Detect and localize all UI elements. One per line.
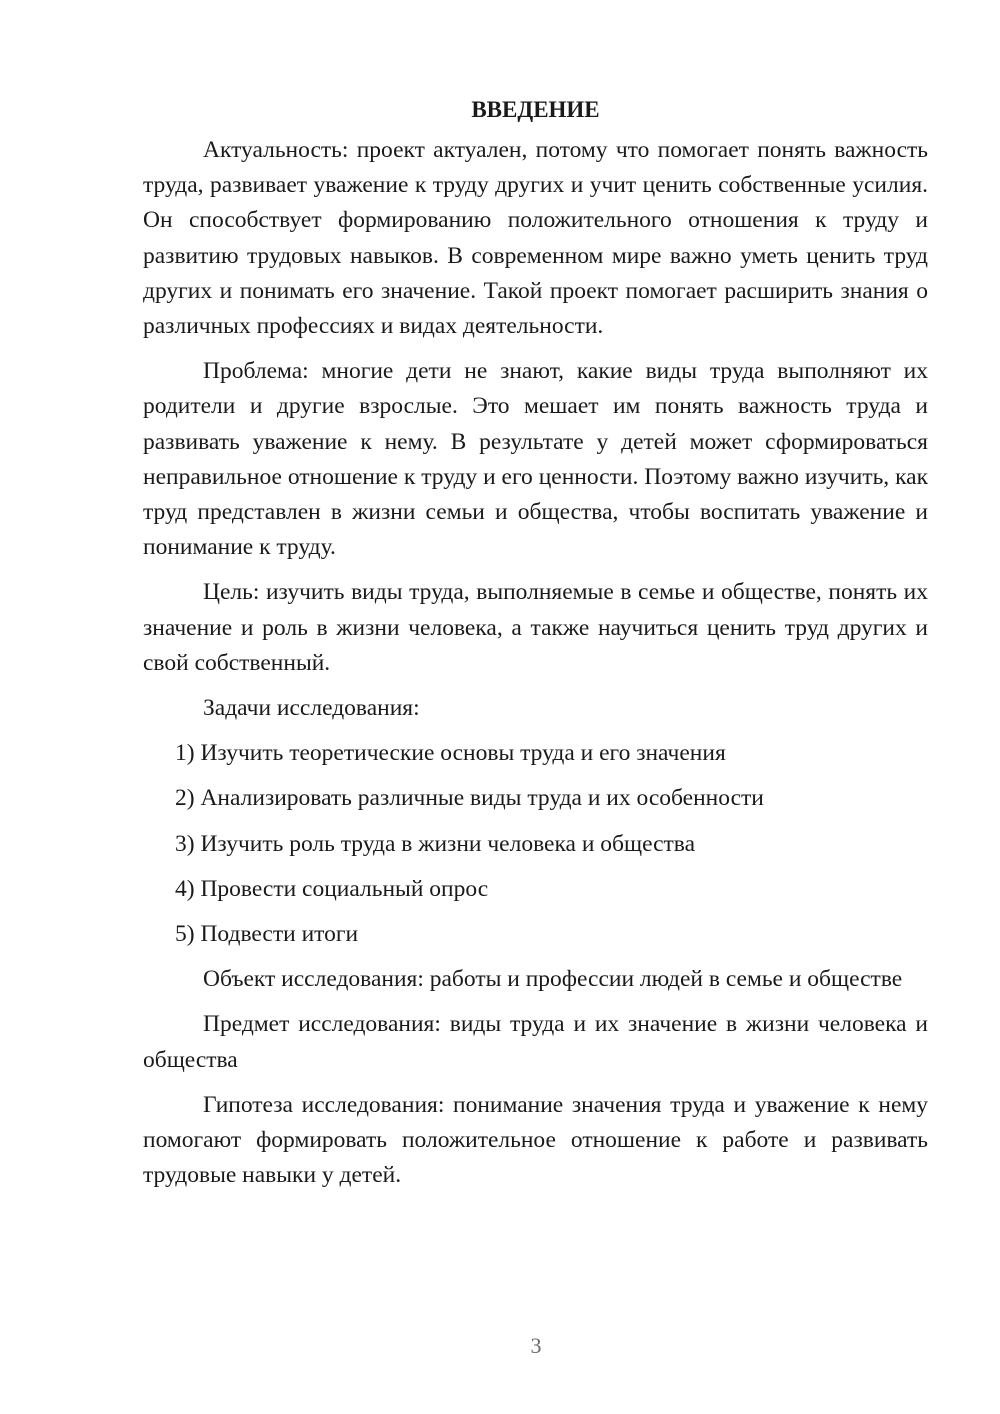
paragraph-subject: Предмет исследования: виды труда и их значение в жизни человека и общества: [143, 1011, 928, 1073]
page-content: [143, 92, 928, 1203]
paragraph-problem: Проблема: многие дети не знают, какие виды труда выполняют их родители и другие взрослые. Это мешает им понять важность труда и развивать уважение к нему. В результате у детей может сформироваться неправильное отношение к труду и его ценности. Поэтому важно изучить, как труд представлен в жизни семьи и общества, чтобы воспитать уважение и понимание к труду.: [143, 358, 928, 561]
tasks-label: Задачи исследования:: [203, 695, 420, 722]
task-item-2: 2) Анализировать различные виды труда и их особенности: [175, 785, 764, 812]
paragraph-relevance: Актуальность: проект актуален, потому что помогает понять важность труда, развивает уважение к труду других и учит ценить собственные усилия. Он способствует формированию положительного отношения к труду и развитию трудовых навыков. В современном мире важно уметь ценить труд других и понимать его значение. Такой проект помогает расширить знания о различных профессиях и видах деятельности.: [143, 137, 928, 340]
task-item-1: 1) Изучить теоретические основы труда и его значения: [175, 740, 726, 767]
task-item-4: 4) Провести социальный опрос: [175, 875, 489, 902]
paragraph-goal: Цель: изучить виды труда, выполняемые в семье и обществе, понять их значение и роль в жизни человека, а также научиться ценить труд других и свой собственный.: [143, 579, 928, 676]
section-heading: ВВЕДЕНИЕ: [471, 97, 600, 122]
task-item-5: 5) Подвести итоги: [175, 921, 359, 948]
tasks-list: [143, 736, 928, 952]
task-item-3: 3) Изучить роль труда в жизни человека и общества: [175, 830, 696, 857]
page-number: 3: [530, 1333, 542, 1358]
paragraph-hypothesis: Гипотеза исследования: понимание значения труда и уважение к нему помогают формировать положительное отношение к работе и развивать трудовые навыки у детей.: [143, 1091, 928, 1189]
paragraph-object: Объект исследования: работы и профессии людей в семье и обществе: [203, 966, 903, 993]
